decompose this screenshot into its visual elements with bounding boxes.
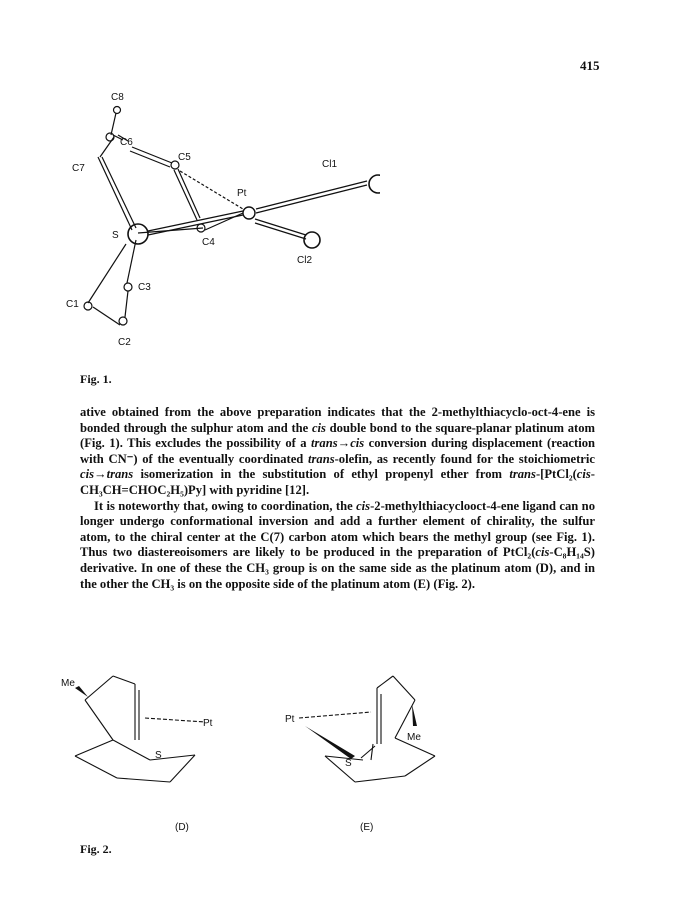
label-e-s: S [345, 758, 352, 769]
label-c2: C2 [118, 337, 131, 348]
figure-2-drawing [55, 660, 475, 835]
label-c5: C5 [178, 152, 191, 163]
label-e-pt: Pt [285, 714, 295, 725]
label-c1: C1 [66, 299, 79, 310]
paragraph-2: It is noteworthy that, owing to coordination, the cis-2-methylthiacyclooct-4-ene ligand can no longer undergo conformational inversion and add a further element of chirality, the sulfur atom, to the chiral center at the C(7) carbon atom which bears the methyl group (see Fig. 1). Thus two diastereoisomers are likely to be produced in the preparation of PtCl₂(cis-C₈H₁₄S) derivative. In one of these the CH₃ group is on the same side as the platinum atom (D), and in the other the CH₃ is on the opposite side of the platinum atom (E) (Fig. 2). [80, 498, 595, 591]
italic-term: cis→trans [80, 467, 134, 482]
body-text [80, 405, 595, 592]
label-s: S [112, 230, 119, 241]
label-c7: C7 [72, 163, 85, 174]
figure-2-caption: Fig. 2. [80, 842, 112, 856]
italic-term: trans [509, 467, 536, 482]
page-number: 415 [580, 58, 600, 73]
label-c3: C3 [138, 282, 151, 293]
label-e: (E) [360, 822, 374, 833]
label-cl2: Cl2 [297, 255, 313, 266]
figure-1 [60, 85, 380, 360]
label-cl1: Cl1 [322, 159, 338, 170]
label-c8: C8 [111, 92, 124, 103]
italic-term: cis [576, 467, 591, 482]
label-pt: Pt [237, 188, 247, 199]
italic-term: trans [308, 451, 335, 466]
figure-1-caption: Fig. 1. [80, 372, 112, 386]
label-d: (D) [175, 822, 189, 833]
figure-1-drawing [60, 85, 380, 360]
label-d-s: S [155, 750, 162, 761]
label-c6: C6 [120, 137, 133, 148]
italic-term: trans→cis [311, 436, 365, 451]
label-d-pt: Pt [203, 718, 213, 729]
label-d-me: Me [61, 678, 75, 689]
italic-term: cis [535, 545, 550, 560]
italic-term: cis [311, 420, 326, 435]
label-c4: C4 [202, 237, 215, 248]
paragraph-1: ative obtained from the above preparation indicates that the 2-methylthiacyclo-oct-4-ene is bonded through the sulphur atom and the cis double bond to the square-planar platinum atom (Fig. 1). This excludes the possibility of a trans→cis conversion during displacement (reaction with CN⁻) of the eventually coordinated trans-olefin, as recently found for the stoichiometric cis→trans isomerization in the substitution of ethyl propenyl ether from trans-[PtCl₂(cis-CH₃CH=CHOC₂H₅)Py] with pyridine [12]. [80, 405, 595, 497]
label-e-me: Me [407, 732, 421, 743]
italic-term: cis [356, 498, 371, 513]
figure-2 [55, 660, 475, 835]
